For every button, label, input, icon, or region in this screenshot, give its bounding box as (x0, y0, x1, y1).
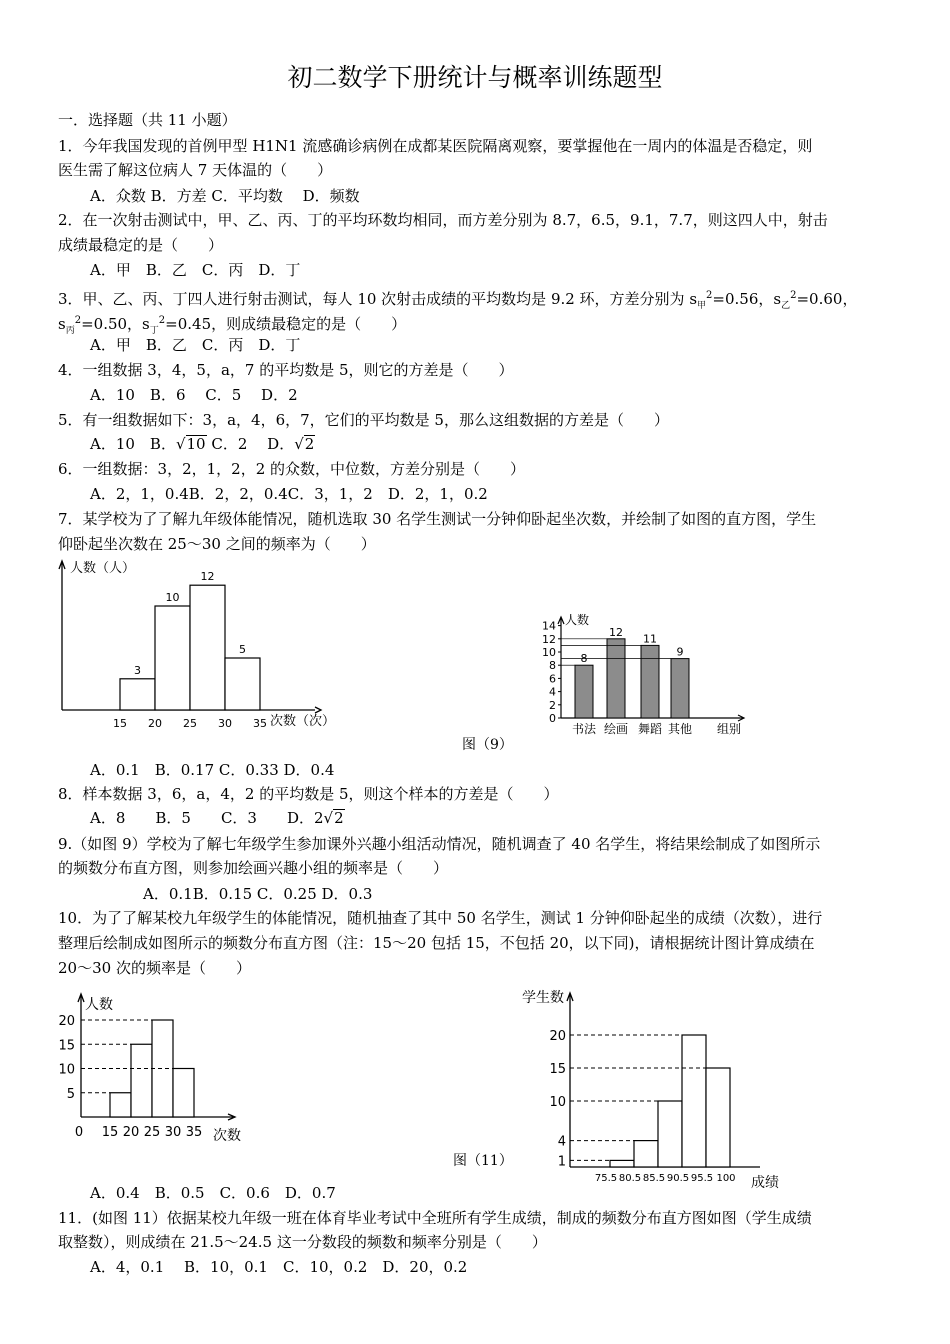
y-tick-label: 15 (549, 1062, 566, 1077)
bar-value-label: 9 (676, 645, 684, 659)
category-label: 舞蹈 (637, 722, 663, 736)
x-tick-label: 15 (101, 1125, 119, 1140)
q2-options: A．甲 B．乙 C．丙 D．丁 (90, 261, 301, 279)
y-axis-label: 学生数 (522, 990, 564, 1006)
x-axis-label: 组别 (717, 722, 742, 736)
histogram-bar (634, 1141, 658, 1167)
x-tick-label: 30 (164, 1125, 182, 1140)
bar (641, 645, 659, 718)
page-title: 初二数学下册统计与概率训练题型 (287, 63, 663, 92)
histogram-bar (682, 1035, 706, 1167)
q3-line1: 3．甲、乙、丙、丁四人进行射击测试，每人 10 次射击成绩的平均数均是 9.2 环，方差分别为 $s_甲^2=0.56$，$s_乙^2=0.60$， (58, 290, 858, 311)
x-tick-label: 0 (74, 1125, 84, 1140)
q11-line2: 取整数），则成绩在 21.5～24.5 这一分数段的频数和频率分别是（ ） (58, 1233, 547, 1251)
y-tick-label: 20 (549, 1029, 566, 1044)
y-tick-label: 4 (557, 1134, 566, 1150)
x-tick-label: 90.5 (666, 1173, 690, 1184)
sqrt-10: 10 (186, 435, 206, 453)
q8-options: A．8 B．5 C．3 D．2√2 (90, 809, 344, 827)
q1-options: A．众数 B．方差 C．平均数 D．频数 (90, 187, 360, 205)
histogram-bar (110, 1093, 131, 1117)
q2-line1: 2．在一次射击测试中，甲、乙、丙、丁的平均环数均相同，而方差分别为 8.7，6.5，9.1，7.7，则这四人中，射击 (58, 211, 828, 229)
q7-options: A．0.1 B．0.17 C．0.33 D．0.4 (90, 761, 335, 779)
y-axis-label: 人数 (85, 997, 113, 1013)
q10-options: A．0.4 B．0.5 C．0.6 D．0.7 (90, 1184, 336, 1202)
histogram-bar (658, 1101, 682, 1167)
q11-line1: 11．(如图 11）依据某校九年级一班在体育毕业考试中全班所有学生成绩，制成的频数分布直方图如图（学生成绩 (58, 1209, 812, 1227)
x-axis-arrow (315, 707, 321, 713)
q7-line2: 仰卧起坐次数在 25～30 之间的频率为（ ） (58, 535, 376, 553)
bar-value-label: 12 (200, 570, 215, 584)
category-label: 书法 (571, 722, 597, 736)
y-tick-label: 2 (549, 698, 556, 712)
x-tick-label: 15 (113, 717, 127, 730)
q7-histogram (50, 555, 350, 730)
y-tick-label: 10 (542, 646, 556, 659)
y-tick-label: 10 (549, 1095, 566, 1110)
fig9-caption: 图（9） (462, 737, 513, 753)
q4-line1: 4．一组数据 3，4，5，a，7 的平均数是 5，则它的方差是（ ） (58, 361, 514, 379)
x-tick-label: 100 (716, 1173, 736, 1184)
x-tick-label: 25 (143, 1125, 161, 1140)
x-tick-label: 95.5 (690, 1173, 714, 1184)
q9-options: A．0.1B．0.15 C．0.25 D．0.3 (143, 885, 373, 903)
y-tick-label: 15 (58, 1038, 75, 1054)
q6-line1: 6．一组数据：3，2，1，2，2 的众数，中位数，方差分别是（ ） (58, 460, 526, 478)
histogram-bar (225, 658, 260, 710)
histogram-bar (706, 1068, 730, 1167)
x-tick-label: 25 (183, 717, 197, 730)
y-tick-label: 6 (549, 672, 556, 686)
x-tick-label: 20 (122, 1125, 140, 1140)
histogram-bar (131, 1044, 152, 1117)
bar-value-label: 12 (609, 625, 623, 639)
sqrt-2: 2 (334, 809, 344, 827)
bar (671, 659, 689, 718)
bar-value-label: 10 (165, 591, 180, 604)
x-tick-label: 20 (148, 717, 162, 730)
q1-line2: 医生需了解这位病人 7 天体温的（ ） (58, 161, 333, 179)
y-tick-label: 8 (549, 659, 556, 673)
bar-value-label: 3 (134, 663, 141, 677)
histogram-bar (173, 1069, 194, 1118)
histogram-bar (152, 1020, 173, 1117)
x-tick-label: 30 (218, 717, 232, 730)
histogram-bar (155, 606, 190, 710)
y-tick-label: 1 (557, 1154, 566, 1170)
y-axis-label: 人数 (565, 613, 590, 627)
y-tick-label: 14 (542, 619, 556, 633)
x-tick-label: 85.5 (642, 1173, 666, 1184)
q9-line2: 的频数分布直方图，则参加绘画兴趣小组的频率是（ ） (58, 859, 449, 877)
x-tick-label: 75.5 (594, 1173, 618, 1184)
histogram-bar (120, 679, 155, 710)
bar-value-label: 5 (239, 643, 246, 656)
sqrt-2: 2 (304, 435, 315, 453)
x-tick-label: 35 (253, 717, 267, 730)
bar-value-label: 8 (580, 652, 588, 666)
q8-line1: 8．样本数据 3，6，a，4，2 的平均数是 5，则这个样本的方差是（ ） (58, 785, 559, 803)
q5-line1: 5．有一组数据如下：3，a，4，6，7，它们的平均数是 5，那么这组数据的方差是（ ） (58, 411, 669, 429)
q1-line1: 1．今年我国发现的首例甲型 H1N1 流感确诊病例在成都某医院隔离观察，要掌握他在一周内的体温是否稳定，则 (58, 137, 813, 155)
q6-options: A．2，1，0.4B．2，2，0.4C．3，1，2 D．2，1，0.2 (90, 485, 488, 503)
y-tick-label: 5 (66, 1086, 75, 1102)
q5-options: A．10 B．√10 C．2 D．√2 (90, 435, 315, 453)
q9-line1: 9.（如图 9）学校为了解七年级学生参加课外兴趣小组活动情况，随机调查了 40 名学生，将结果绘制成了如图所示 (58, 835, 821, 853)
y-axis-label: 人数（人） (70, 561, 136, 576)
histogram-bar (190, 585, 225, 710)
y-tick-label: 10 (58, 1062, 75, 1078)
x-axis-label: 次数 (213, 1128, 241, 1144)
y-tick-label: 20 (58, 1014, 75, 1029)
q10-line3: 20～30 次的频率是（ ） (58, 959, 251, 977)
fig9-bar-chart (535, 610, 760, 740)
histogram-bar (610, 1160, 634, 1167)
bar (575, 665, 593, 718)
fig11-histogram (520, 985, 790, 1195)
category-label: 绘画 (603, 722, 629, 736)
y-tick-label: 4 (549, 685, 556, 699)
q10-line2: 整理后绘制成如图所示的频数分布直方图（注：15～20 包括 15，不包括 20，以下同)，请根据统计图计算成绩在 (58, 934, 815, 952)
x-tick-label: 35 (185, 1125, 203, 1140)
bar-value-label: 11 (643, 632, 657, 646)
x-axis-label: 成绩 (751, 1175, 779, 1191)
q4-options: A．10 B．6 C．5 D．2 (90, 386, 298, 404)
category-label: 其他 (667, 722, 693, 736)
x-tick-label: 80.5 (618, 1173, 642, 1184)
q11-options: A．4，0.1 B．10，0.1 C．10，0.2 D．20，0.2 (90, 1258, 468, 1276)
q3-options: A．甲 B．乙 C．丙 D．丁 (90, 336, 301, 354)
q3-line2: $s_丙^2=0.50$，$s_丁^2=0.45$，则成绩最稳定的是（ ） (58, 315, 407, 336)
q10-histogram (55, 990, 255, 1144)
q10-line1: 10．为了了解某校九年级学生的体能情况，随机抽查了其中 50 名学生，测试 1 分钟仰卧起坐的成绩（次数），进行 (58, 909, 823, 927)
q7-line1: 7．某学校为了了解九年级体能情况，随机选取 30 名学生测试一分钟仰卧起坐次数，并绘制了如图的直方图，学生 (58, 510, 817, 528)
y-tick-label: 12 (542, 632, 556, 646)
section-heading: 一．选择题（共 11 小题） (58, 111, 237, 129)
x-axis-label: 次数（次） (270, 714, 336, 729)
y-tick-label: 0 (549, 712, 556, 725)
fig11-caption: 图（11） (453, 1153, 513, 1169)
bar (607, 639, 625, 718)
q2-line2: 成绩最稳定的是（ ） (58, 236, 224, 254)
